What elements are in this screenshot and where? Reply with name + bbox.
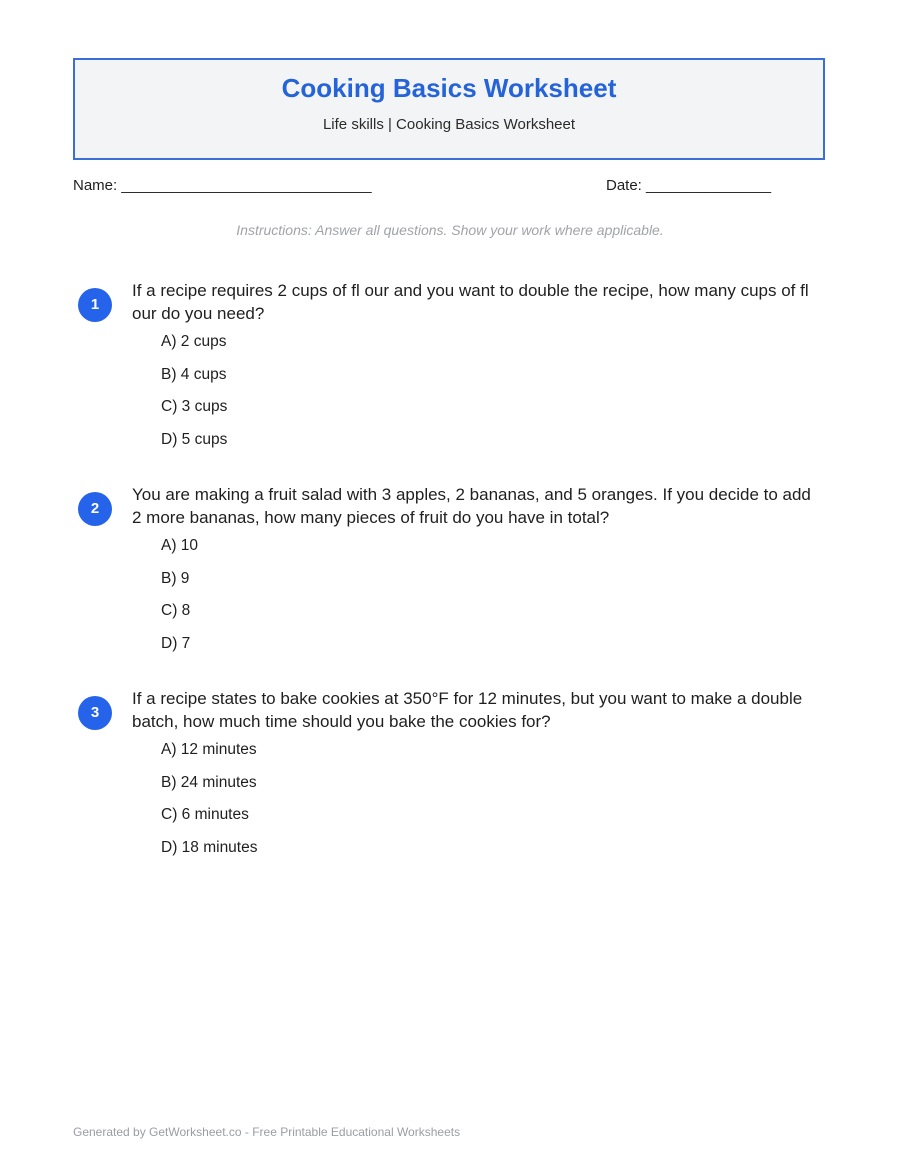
question-text: If a recipe requires 2 cups of fl our and you want to double the recipe, how many cups of fl our do you need? xyxy=(132,281,809,323)
answer-option: B) 24 minutes xyxy=(161,773,257,791)
date-field: Date: _______________ xyxy=(606,177,772,194)
answer-option: C) 8 xyxy=(161,602,191,619)
answer-option: A) 12 minutes xyxy=(161,741,257,758)
footer-credit: Generated by GetWorksheet.co - Free Printable Educational Worksheets xyxy=(73,1125,461,1139)
question-number-badge: 2 xyxy=(78,492,112,526)
answer-option: A) 10 xyxy=(161,537,199,554)
answer-option: A) 2 cups xyxy=(161,333,227,350)
answer-option: D) 5 cups xyxy=(161,430,228,448)
answer-option: B) 4 cups xyxy=(161,365,227,383)
question-number-badge: 1 xyxy=(78,288,112,322)
name-field: Name: ______________________________ xyxy=(73,177,372,194)
answer-option: D) 7 xyxy=(161,634,191,652)
worksheet-subtitle: Life skills | Cooking Basics Worksheet xyxy=(322,116,576,133)
worksheet-header xyxy=(73,58,825,160)
question-number-badge: 3 xyxy=(78,696,112,730)
question-text: If a recipe states to bake cookies at 350°F for 12 minutes, but you want to make a double batch, how much time should you bake the cookies for? xyxy=(132,689,803,731)
answer-option: D) 18 minutes xyxy=(161,838,258,856)
answer-option: C) 3 cups xyxy=(161,398,228,415)
question-text: You are making a fruit salad with 3 apples, 2 bananas, and 5 oranges. If you decide to add 2 more bananas, how many pieces of fruit do you have in total? xyxy=(132,485,811,527)
answer-options xyxy=(161,536,198,666)
answer-option: C) 6 minutes xyxy=(161,806,249,823)
worksheet-title: Cooking Basics Worksheet xyxy=(281,73,617,103)
answer-options xyxy=(161,332,227,462)
answer-options xyxy=(161,740,257,870)
instructions: Instructions: Answer all questions. Show your work where applicable. xyxy=(236,222,664,238)
answer-option: B) 9 xyxy=(161,569,190,587)
